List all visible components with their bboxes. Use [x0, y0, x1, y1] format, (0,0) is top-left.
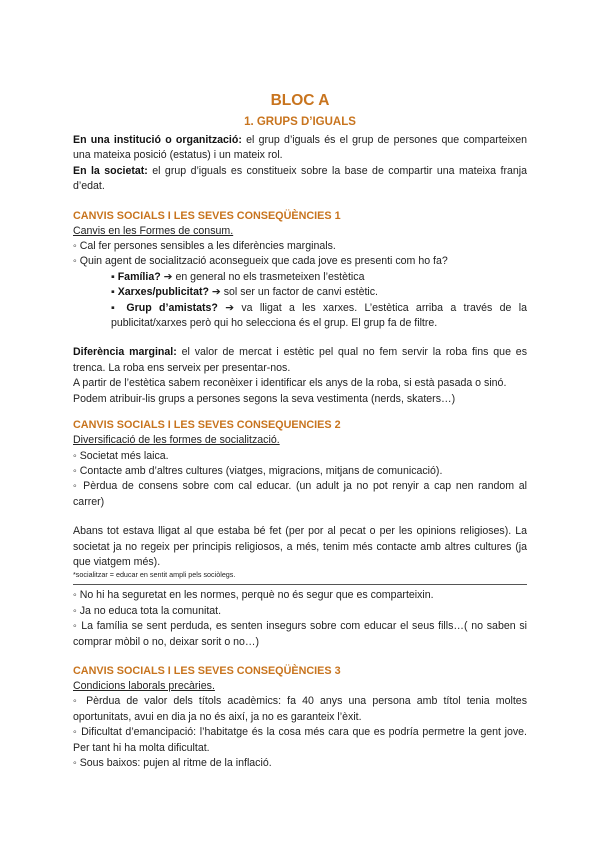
bullet-item: ◦ Dificultat d’emancipació: l’habitatge és la cosa més cara que es podría permetre la gent jove. Per tant hi ha molta dificultat. [73, 726, 527, 754]
section-3-subheading: Condicions laborals precàries. [73, 679, 215, 692]
paragraph: A partir de l’estètica sabem reconèixer i identificar els anys de la roba, si està pasada o sinó. [73, 377, 507, 390]
bullet-item: ◦ Pèrdua de consens sobre com cal educar. (un adult ja no pot renyir a cap nen random al carrer) [73, 480, 527, 508]
definition-society [73, 164, 527, 195]
section-2-heading: CANVIS SOCIALS I LES SEVES CONSEQUENCIES 2 [73, 419, 341, 432]
bullet-item: ◦ La família se sent perduda, es senten insegurs sobre com educar el seus fills…( no saben si comprar mòbil o no, deixar sorit o no…) [73, 620, 527, 648]
definition-institution [73, 133, 527, 164]
page-title: BLOC A [270, 92, 330, 109]
paragraph: Abans tot estava lligat al que estaba bé fet (per por al pecat o per les opinions religioses). La societat ja no regeix per principis religiosos, a més, tenim més contacte amb altres cultures (ja que viatgem més). [73, 525, 527, 568]
section-subtitle: 1. GRUPS D’IGUALS [244, 116, 356, 128]
definition-text: el grup d’iguals es constitueix sobre la base de compartir una mateixa franja d’edat. [73, 164, 527, 193]
bullet-item: ◦ Pèrdua de valor dels títols acadèmics: fa 40 anys una persona amb títol tenia moltes oportunitats, avui en dia ja no és així, ja no es garanteix l’èxit. [73, 695, 527, 723]
definition-label: En la societat: [73, 164, 148, 177]
agent-friends: ▪ Grup d’amistats? ➔ va lligat a les xarxes. L’estètica arriba a través de la publicitat/xarxes però qui ho selecciona és el grup. El grup fa de filtre. [111, 301, 527, 330]
bullet-square-icon: ▪ [111, 270, 118, 283]
bullet-item: ◦ No hi ha seguretat en les normes, perquè no és segur que es comparteixin. [73, 589, 434, 602]
paragraph: Podem atribuir-lis grups a persones segons la seva vestimenta (nerds, skaters…) [73, 392, 456, 405]
bullet-item: ◦ Sous baixos: pujen al ritme de la inflació. [73, 757, 272, 769]
marginal-difference: Diferència marginal: el valor de mercat i estètic pel qual no fem servir la roba fins que es trenca. La roba ens serveix per presentar-nos. [73, 346, 527, 374]
bullet-item: ◦ Cal fer persones sensibles a les diferències marginals. [73, 240, 336, 253]
section-1-heading: CANVIS SOCIALS I LES SEVES CONSEQÜÈNCIES 1 [73, 209, 341, 222]
section-1-subheading: Canvis en les Formes de consum. [73, 224, 234, 237]
definition-text: el grup d’iguals és el grup de persones que comparteixen una mateixa posició (estatus) i un mateix rol. [73, 134, 528, 162]
document-page [73, 92, 527, 771]
section-2-subheading: Diversificació de les formes de socialització. [73, 434, 280, 447]
bullet-item: ◦ Contacte amb d’altres cultures (viatges, migracions, mitjans de comunicació). [73, 464, 443, 477]
bullet-item: ◦ Ja no educa tota la comunitat. [73, 604, 222, 617]
agent-media: ▪ Xarxes/publicitat? ➔ sol ser un factor de canvi estètic. [111, 286, 379, 299]
footnote: *socialitzar = educar en sentit ampli pels sociòlegs. [73, 570, 236, 580]
divider [73, 584, 527, 585]
bullet-item: ◦ Quin agent de socialització aconsegueix que cada jove es presenti com ho fa? [73, 255, 448, 268]
agent-family: ▪ Família? ➔ en general no els trasmeteixen l’estètica [111, 270, 365, 283]
section-3-heading: CANVIS SOCIALS I LES SEVES CONSEQÜÈNCIES 3 [73, 664, 341, 677]
definition-label: En una institució o organització: [73, 134, 242, 146]
bullet-item: ◦ Societat més laica. [73, 449, 169, 462]
bullet-square-icon: ▪ [111, 301, 127, 314]
bullet-square-icon: ▪ [111, 286, 118, 299]
